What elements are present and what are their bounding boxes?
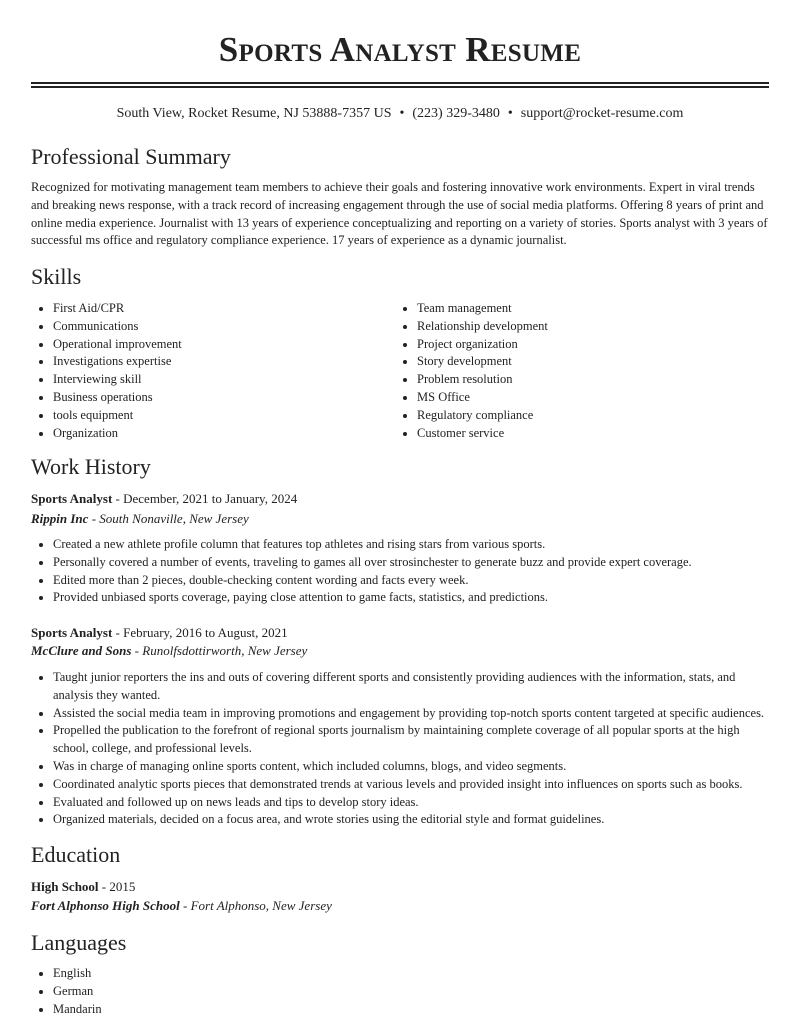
- skill-item: • Team management: [417, 300, 757, 318]
- job-title: Sports Analyst: [31, 625, 113, 640]
- languages-heading: Languages: [31, 930, 127, 955]
- job-bullet: • Assisted the social media team in improving promotions and engagement by providing top-notch sports content targeted at specific audiences.: [53, 705, 769, 723]
- skill-item: • MS Office: [417, 389, 757, 407]
- job-bullet: • Provided unbiased sports coverage, paying close attention to game facts, statistics, and predictions.: [53, 589, 769, 607]
- languages-list: [31, 965, 353, 1018]
- job-dash: -: [112, 625, 124, 640]
- contact-address: South View, Rocket Resume, NJ 53888-7357 US: [116, 106, 392, 121]
- job-bullet: • Taught junior reporters the ins and outs of covering different sports and consistently providing audiences with the information, stats, and analysis they wanted.: [53, 669, 769, 705]
- skill-item: • Business operations: [53, 389, 393, 407]
- job-bullet: • Created a new athlete profile column that features top athletes and rising stars from various sports.: [53, 536, 769, 554]
- skill-item: • First Aid/CPR: [53, 300, 393, 318]
- job-dates: December, 2021 to January, 2024: [123, 491, 298, 506]
- skill-item: • Regulatory compliance: [417, 407, 757, 425]
- language-item: • Mandarin: [53, 1001, 353, 1019]
- contact-line: [31, 104, 769, 124]
- school-line: [31, 897, 332, 915]
- resume-title: Sports Analyst Resume: [218, 30, 582, 69]
- school-location: Fort Alphonso, New Jersey: [190, 898, 332, 913]
- employer-line: [31, 510, 249, 528]
- job-bullets: [31, 536, 769, 607]
- skills-heading: Skills: [31, 264, 82, 289]
- job-title: Sports Analyst: [31, 491, 113, 506]
- degree-line: [31, 878, 135, 896]
- skill-item: • Problem resolution: [417, 371, 757, 389]
- degree-year: 2015: [109, 879, 136, 894]
- job-bullet: • Personally covered a number of events, traveling to games all over strosinchester to generate buzz and provide expert coverage.: [53, 554, 769, 572]
- skills-list-left: [31, 300, 393, 442]
- degree-name: High School: [31, 879, 99, 894]
- header-rule-thick: [31, 82, 769, 84]
- employer-dash: -: [88, 511, 100, 526]
- skill-item: • Story development: [417, 353, 757, 371]
- skills-list-right: [395, 300, 757, 442]
- job-bullet: • Coordinated analytic sports pieces that demonstrated trends at various levels and provided insight into influences on sports such as books.: [53, 776, 769, 794]
- employer-dash: -: [131, 643, 143, 658]
- skill-item: • Organization: [53, 425, 393, 443]
- summary-text: Recognized for motivating management team members to achieve their goals and fostering innovative work environments. Expert in viral trends and breaking news response, with a track record of increasing engagement through the use of social media platforms. Offering 8 years of print and online media experience. Journalist with 13 years of experience conceptualizing and reporting on a variety of stories. Sports analyst with 3 years of successful ms office and regulatory compliance experience. 17 years of experience as a dynamic journalist.: [31, 180, 768, 248]
- company-name: Rippin Inc: [31, 511, 89, 526]
- summary-heading: Professional Summary: [31, 144, 231, 169]
- skill-item: • tools equipment: [53, 407, 393, 425]
- work-history-heading: Work History: [31, 454, 151, 479]
- job-title-line: [31, 624, 288, 642]
- contact-phone: (223) 329-3480: [412, 106, 500, 121]
- skill-item: • Operational improvement: [53, 336, 393, 354]
- job-dates: February, 2016 to August, 2021: [123, 625, 288, 640]
- company-location: South Nonaville, New Jersey: [99, 511, 249, 526]
- skill-item: • Interviewing skill: [53, 371, 393, 389]
- company-name: McClure and Sons: [31, 643, 132, 658]
- job-dash: -: [112, 491, 124, 506]
- skill-item: • Communications: [53, 318, 393, 336]
- job-bullet: • Propelled the publication to the forefront of regional sports journalism by maintaining complete coverage of all popular sports at the high school, college, and professional levels.: [53, 722, 769, 758]
- school-dash: -: [179, 898, 191, 913]
- skill-item: • Project organization: [417, 336, 757, 354]
- contact-separator: •: [399, 106, 405, 121]
- job-bullet: • Organized materials, decided on a focus area, and wrote stories using the editorial style and format guidelines.: [53, 811, 769, 829]
- contact-separator: •: [507, 106, 513, 121]
- skill-item: • Investigations expertise: [53, 353, 393, 371]
- employer-line: [31, 642, 307, 660]
- school-name: Fort Alphonso High School: [31, 898, 180, 913]
- contact-email: support@rocket-resume.com: [520, 106, 684, 121]
- job-bullet: • Evaluated and followed up on news leads and tips to develop story ideas.: [53, 794, 769, 812]
- header-rule-thin: [31, 86, 769, 88]
- company-location: Runolfsdottirworth, New Jersey: [142, 643, 308, 658]
- job-title-line: [31, 490, 297, 508]
- job-bullets: [31, 669, 769, 829]
- job-bullet: • Edited more than 2 pieces, double-checking content wording and facts every week.: [53, 572, 769, 590]
- language-item: • English: [53, 965, 353, 983]
- skill-item: • Relationship development: [417, 318, 757, 336]
- language-item: • German: [53, 983, 353, 1001]
- education-heading: Education: [31, 842, 121, 867]
- job-bullet: • Was in charge of managing online sports content, which included columns, blogs, and video segments.: [53, 758, 769, 776]
- skill-item: • Customer service: [417, 425, 757, 443]
- degree-dash: -: [98, 879, 110, 894]
